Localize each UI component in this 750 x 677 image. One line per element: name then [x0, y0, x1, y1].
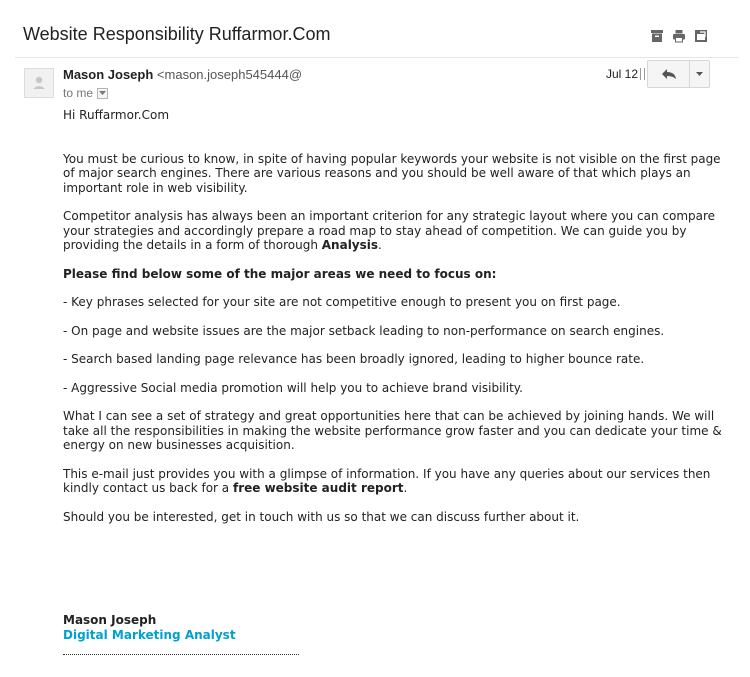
- list-item: - Key phrases selected for your site are not competitive enough to present you on first page.: [63, 295, 621, 309]
- signature-name: Mason Joseph: [63, 613, 157, 627]
- chevron-down-icon: [696, 72, 703, 77]
- body-paragraph: You must be curious to know, in spite of having popular keywords your website is not visible on the first page of major search engines. There are various reasons and you should be well aware of that which plays an important role in web visibility.: [63, 151, 721, 195]
- email-body: [63, 108, 723, 524]
- body-bold-text: free website audit report: [232, 481, 404, 495]
- more-options-button[interactable]: [690, 61, 709, 87]
- signature: [63, 613, 236, 642]
- caret-down-icon: [99, 91, 106, 96]
- body-paragraph: [63, 467, 723, 496]
- list-item: - Aggressive Social media promotion will help you to achieve brand visibility.: [63, 380, 523, 395]
- signature-divider: [63, 654, 299, 655]
- recipient-text: to me: [63, 86, 94, 100]
- person-silhouette-icon: [25, 69, 53, 97]
- body-bold-text: Analysis: [321, 238, 379, 252]
- new-window-icon[interactable]: [694, 29, 708, 43]
- reply-arrow-icon: [661, 68, 677, 80]
- archive-icon[interactable]: [650, 29, 664, 43]
- attachment-mark-icon: [640, 68, 645, 80]
- thread-toolbar: [650, 29, 708, 43]
- body-text: .: [378, 238, 382, 252]
- sender-line: [63, 67, 302, 82]
- signature-title: Digital Marketing Analyst: [63, 627, 236, 642]
- recipient-line: [63, 86, 108, 100]
- print-icon[interactable]: [672, 29, 686, 43]
- body-paragraph: What I can see a set of strategy and great opportunities here that can be achieved by joining hands. We will take all the responsibilities in making the website performance grow faster and you can dedicate your time & energy on new businesses acquisition.: [63, 409, 722, 452]
- focus-heading: Please find below some of the major areas we need to focus on:: [63, 266, 497, 281]
- body-text: .: [403, 481, 408, 495]
- body-paragraph: Should you be interested, get in touch with us so that we can discuss further about it.: [63, 509, 580, 524]
- body-paragraph: [63, 209, 723, 253]
- sender-avatar[interactable]: [24, 68, 54, 98]
- body-text: Competitor analysis has always been an important criterion for any strategic layout where you can compare your strategies and accordingly prepare a road map to stay ahead of competition. We can guide you by providing the details in a form of thorough: [63, 209, 716, 252]
- recipient-details-dropdown[interactable]: [97, 88, 108, 99]
- greeting: Hi Ruffarmor.Com: [63, 108, 170, 122]
- email-subject: Website Responsibility Ruffarmor.Com: [23, 24, 331, 44]
- list-item: - On page and website issues are the major setback leading to non-performance on search engines.: [63, 323, 665, 338]
- body-text: This e-mail just provides you with a glimpse of information. If you have any queries about our services then kindly contact us back for a: [63, 466, 711, 495]
- header-divider: [15, 57, 738, 58]
- email-date: Jul 12: [606, 67, 639, 81]
- sender-email: <mason.joseph545444@: [156, 67, 303, 82]
- reply-button-group: [647, 60, 710, 88]
- sender-name[interactable]: Mason Joseph: [63, 67, 154, 82]
- list-item: - Search based landing page relevance has been broadly ignored, leading to higher bounce rate.: [63, 352, 645, 366]
- reply-button[interactable]: [648, 61, 690, 87]
